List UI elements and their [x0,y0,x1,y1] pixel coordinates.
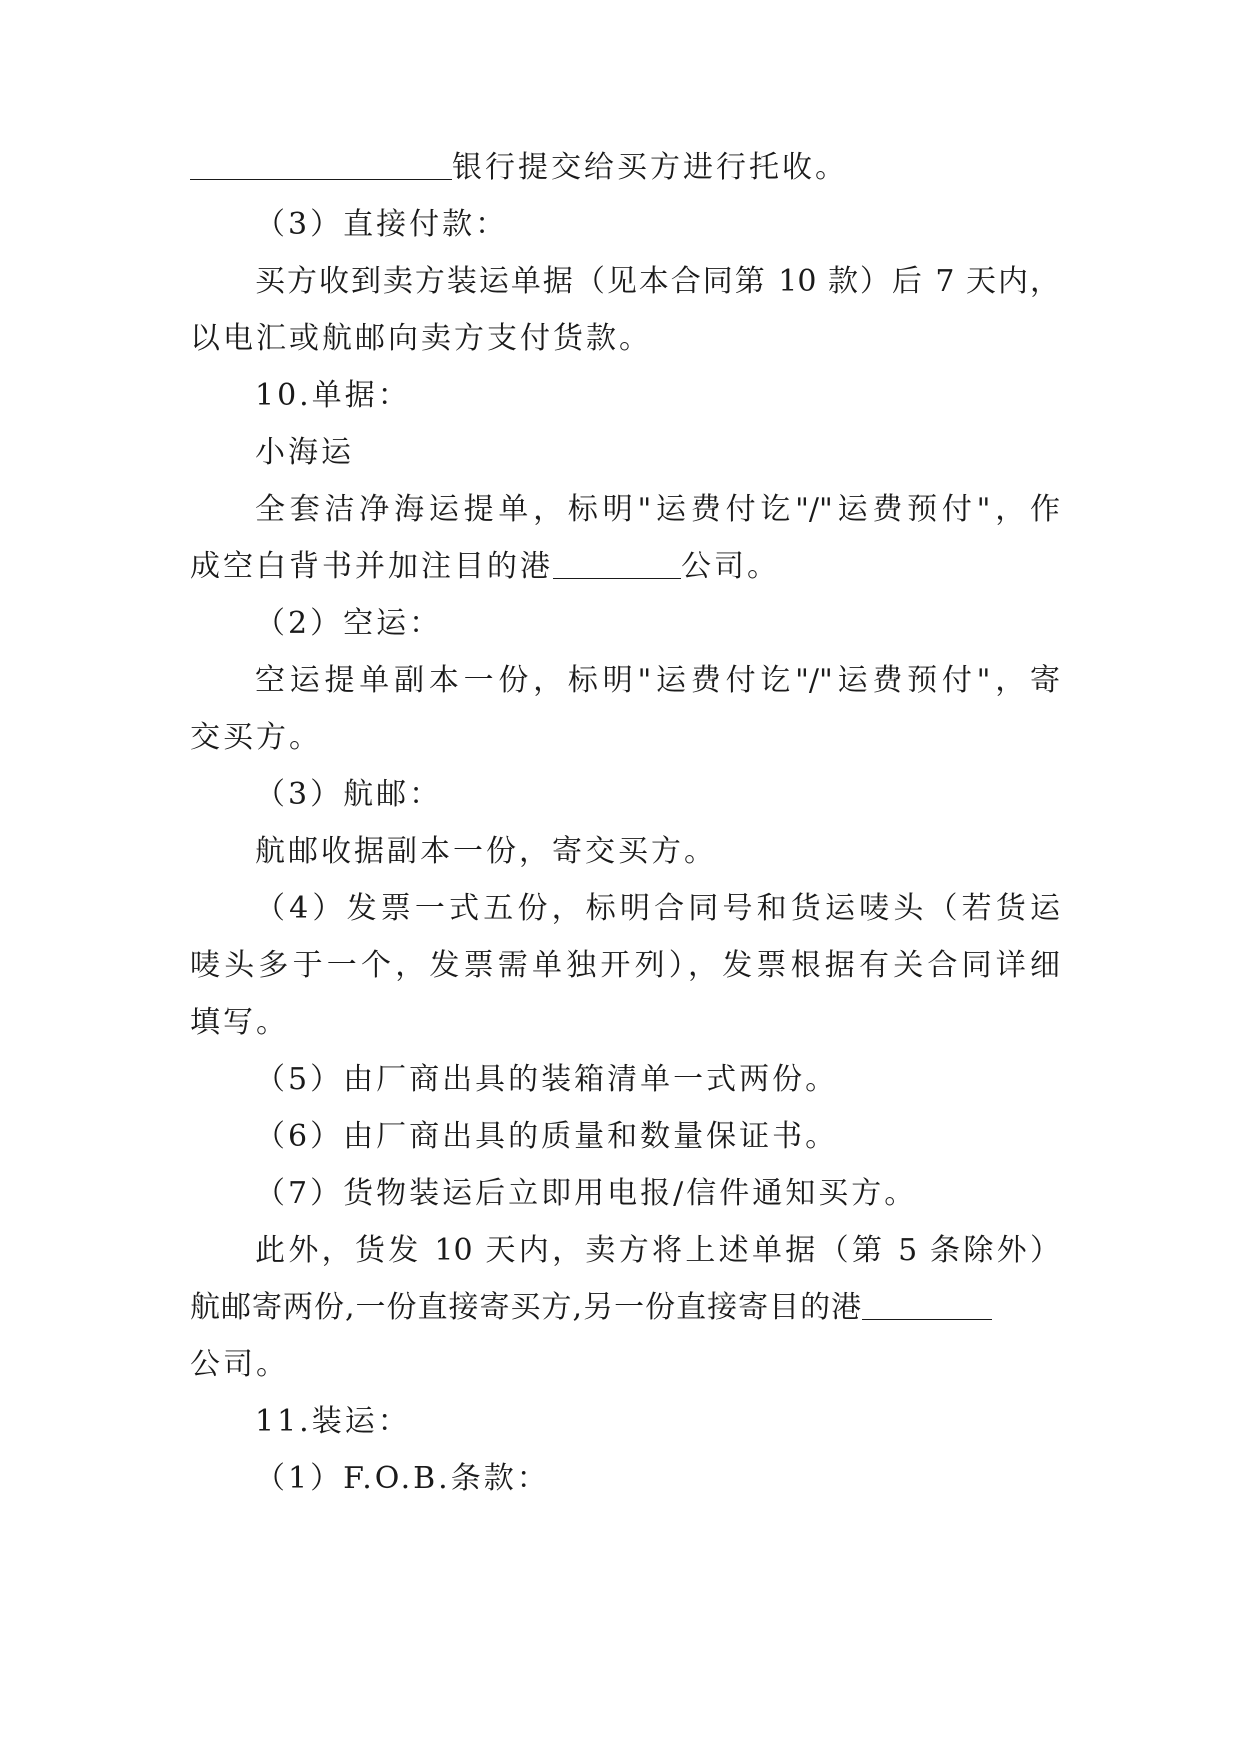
line-text: （5）由厂商出具的装箱清单一式两份。 [255,1062,839,1097]
line-text: 此外，货发 10 天内，卖方将上述单据（第 5 条除外） [255,1233,1060,1268]
paragraph-line [190,1288,1060,1328]
line-text: 成空白背书并加注目的港 [190,549,553,584]
section-heading [255,376,1125,416]
line-text: 航邮寄两份,一份直接寄买方,另一份直接寄目的港 [190,1290,863,1325]
line-text: 航邮收据副本一份，寄交买方。 [255,834,717,869]
paragraph-line [255,1117,1125,1157]
paragraph-line [190,1345,1060,1385]
line-text: （2）空运： [255,606,443,641]
paragraph-line [255,433,1125,473]
line-text: 公司。 [190,1347,289,1382]
clause-heading [255,775,1125,815]
line-text: 以电汇或航邮向卖方支付货款。 [190,321,652,356]
line-text: （4）发票一式五份，标明合同号和货运唛头（若货运 [255,891,1060,926]
line-text: （6）由厂商出具的质量和数量保证书。 [255,1119,839,1154]
line-text: 全套洁净海运提单，标明"运费付讫"/"运费预付"，作 [255,492,1060,527]
section-heading [255,1402,1125,1442]
line-text: 唛头多于一个，发票需单独开列），发票根据有关合同详细 [190,948,1060,983]
fill-in-blank [862,1289,992,1320]
paragraph-line [255,262,1060,302]
paragraph-line [255,1174,1125,1214]
paragraph-line [190,946,1060,986]
paragraph-line [255,661,1060,701]
paragraph-line [190,718,1060,758]
paragraph-line [190,319,1060,359]
line-text: 公司。 [681,549,780,584]
paragraph-line [255,490,1060,530]
line-text: 11.装运： [255,1404,411,1439]
clause-heading [255,604,1125,644]
line-text: 银行提交给买方进行托收。 [452,150,848,185]
paragraph-line [190,1003,1060,1043]
paragraph-line [255,889,1060,929]
line-text: （7）货物装运后立即用电报/信件通知买方。 [255,1176,918,1211]
clause-heading [255,205,1125,245]
paragraph-line [190,547,1060,587]
line-text: 交买方。 [190,720,322,755]
line-text: （1）F.O.B.条款： [255,1461,550,1496]
fill-in-blank [190,149,452,180]
line-text: 小海运 [255,435,354,470]
paragraph-line [255,1231,1060,1271]
line-text: 空运提单副本一份，标明"运费付讫"/"运费预付"，寄 [255,663,1060,698]
clause-heading [255,1459,1125,1499]
paragraph-line [255,832,1125,872]
paragraph-line [255,1060,1125,1100]
line-text: 填写。 [190,1005,289,1040]
line-text: 买方收到卖方装运单据（见本合同第 10 款）后 7 天内， [255,264,1060,299]
line-text: （3）航邮： [255,777,443,812]
line-text: （3）直接付款： [255,207,509,242]
fill-in-blank [553,548,681,579]
paragraph-line [190,148,1060,188]
line-text: 10.单据： [255,378,411,413]
